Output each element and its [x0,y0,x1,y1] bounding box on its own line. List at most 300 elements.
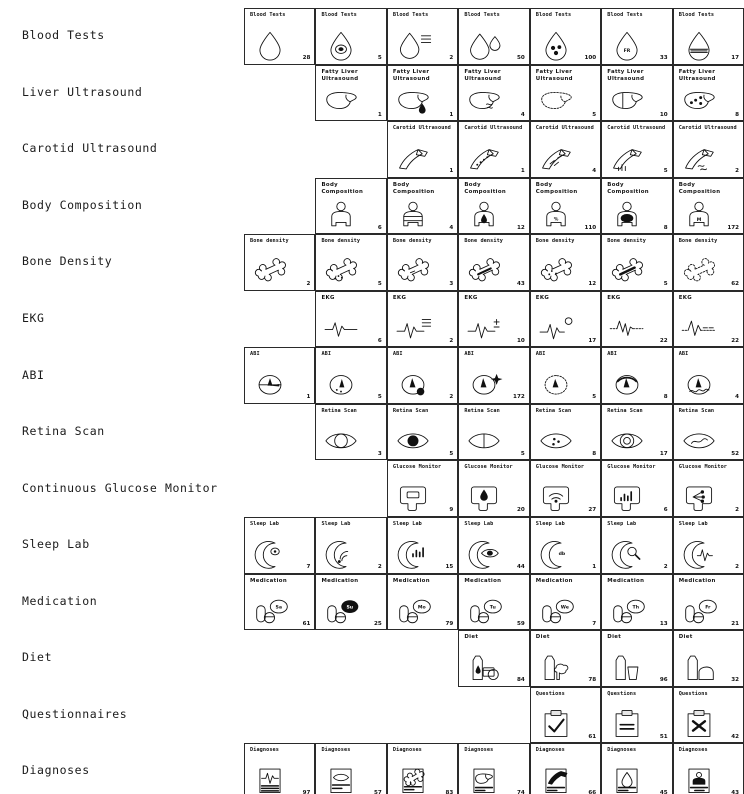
carotid-dashes-icon [535,141,577,175]
icon-cell-count: 3 [377,450,382,457]
icon-cell-count: 5 [377,281,382,288]
icon-cell-title: ABI [464,351,475,358]
bone-thick-icon [463,254,505,288]
icon-cell-count: 8 [592,450,597,457]
eye-plain-icon [320,423,362,457]
icon-cell-title: ABI [535,351,546,358]
icon-cell-count: 5 [663,281,668,288]
icon-cell-count: 97 [302,790,311,794]
icon-cell-count: 10 [659,111,668,118]
abi-wave-icon [678,367,720,401]
icon-cell-count: 27 [588,507,597,514]
icon-cell-title: Blood Tests [392,12,429,18]
icon-cell-title: Diet [464,634,479,641]
clipboard-check-icon [535,706,577,740]
liver-waves-icon [463,84,505,118]
moon-eye-icon [463,537,505,571]
icon-cell-count: 9 [449,507,454,514]
icon-cell-title: Questions [607,690,637,697]
icon-cell-count: 5 [663,168,668,175]
icon-cell-count: 1 [449,111,454,118]
icon-cell[interactable] [601,630,672,687]
icon-cell[interactable] [244,347,315,404]
icon-cell-count: 5 [592,394,597,401]
icon-cell[interactable] [244,8,315,65]
icon-cell-count: 8 [663,394,668,401]
icon-cell-count: 57 [374,790,382,794]
icon-cell-count: 17 [731,55,740,62]
icon-cell-count: 12 [588,281,597,288]
icon-cell-title: Bone density [464,238,504,245]
icon-cell-count: 84 [516,677,525,684]
icon-cell-title: Medication [392,577,430,584]
icon-cell[interactable] [601,687,672,744]
icon-cell[interactable] [458,460,529,517]
icon-cell[interactable] [315,347,386,404]
icon-cell[interactable] [458,574,529,631]
cgm-link-icon [678,480,720,514]
icon-cell-title: Retina Scan [392,407,429,414]
icon-cell[interactable] [244,234,315,291]
icon-cell[interactable] [315,743,386,794]
eye-specks-icon [535,423,577,457]
icon-cell[interactable] [387,517,458,574]
icon-cell-title: Body Composition [607,181,649,195]
eye-filled-icon [392,423,434,457]
icon-cell-title: Sleep Lab [250,520,280,527]
icon-cell-title: Glucose Monitor [392,464,442,471]
cgm-bars-icon [606,480,648,514]
icon-cell-count: 10 [516,337,525,344]
icon-cell-title: Diagnoses [464,747,494,754]
carotid-dotted-icon [463,141,505,175]
icon-cell[interactable] [530,404,601,461]
row-label-ekg: EKG [22,311,45,326]
bone-notch-icon [392,254,434,288]
icon-cell-count: 1 [377,111,382,118]
icon-cell[interactable] [315,234,386,291]
icon-cell-title: Diet [535,634,550,641]
icon-cell-title: Bone density [607,238,646,245]
icon-cell-title: Body Composition [678,181,721,195]
icon-cell-title: Bone density [392,238,432,245]
abi-bar-icon [249,367,291,401]
icon-cell-title: Glucose Monitor [535,464,585,471]
icon-cell-count: 4 [520,111,525,118]
icon-cell[interactable] [530,460,601,517]
icon-cell-title: Fatty Liver Ultrasound [678,68,716,82]
icon-cell-title: EKG [535,294,550,301]
icon-cell-title: Diagnoses [321,747,351,754]
icon-cell[interactable] [601,743,672,794]
icon-cell-count: 1 [449,168,454,175]
icon-cell[interactable] [673,743,744,794]
row-label-retina-scan: Retina Scan [22,424,105,439]
clipboard-x-icon [678,706,720,740]
icon-cell-count: 59 [516,620,525,627]
icon-cell[interactable] [601,347,672,404]
icon-cell-title: EKG [607,294,621,301]
icon-cell[interactable] [601,65,672,122]
icon-cell-title: Fatty Liver Ultrasound [464,68,502,82]
icon-cell[interactable] [601,8,672,65]
bone-plain-icon [249,254,291,288]
pills-we-icon [535,593,581,627]
icon-cell-count: 33 [659,55,668,62]
icon-cell-count: 5 [592,111,597,118]
icon-cell[interactable] [458,743,529,794]
icon-cell-count: 6 [377,337,382,344]
icon-cell-title: Diagnoses [607,747,637,754]
icon-cell-title: Medication [607,577,645,584]
icon-cell[interactable] [387,8,458,65]
icon-cell[interactable] [458,65,529,122]
liver-drop-icon [392,84,434,118]
icon-cell-count: 32 [731,677,740,684]
icon-cell-title: Sleep Lab [678,520,708,527]
doc-liver-icon [463,763,505,794]
ekg-dashed2-icon [678,310,720,344]
icon-cell-title: EKG [678,294,693,301]
icon-cell-title: ABI [678,351,689,358]
icon-cell-title: Fatty Liver Ultrasound [392,68,430,82]
icon-cell-count: 62 [731,281,740,288]
icon-cell-title: Sleep Lab [607,520,637,527]
icon-cell-title: Diagnoses [250,747,280,754]
icon-cell-title: Diet [678,634,693,641]
svg-text:Th: Th [632,605,640,611]
icon-cell-count: 52 [731,450,740,457]
icon-cell[interactable] [601,574,672,631]
icon-cell[interactable] [673,404,744,461]
icon-cell-title: Retina Scan [321,407,357,414]
icon-cell[interactable] [458,234,529,291]
carotid-plain-icon [392,141,434,175]
icon-cell[interactable] [315,8,386,65]
icon-cell-title: Blood Tests [607,12,643,18]
icon-cell-count: 51 [659,733,668,740]
icon-cell-count: 2 [449,394,454,401]
icon-cell[interactable] [458,347,529,404]
icon-cell[interactable] [387,347,458,404]
icon-cell[interactable] [387,460,458,517]
bone-dashed-icon [678,254,720,288]
eye-rings-icon [606,423,648,457]
icon-cell-count: 6 [663,507,668,514]
icon-cell[interactable] [673,460,744,517]
icon-cell-title: Glucose Monitor [607,464,656,471]
body-m-icon [678,197,720,231]
icon-cell-count: 100 [584,55,597,62]
icon-cell-count: 1 [306,394,311,401]
icon-cell[interactable] [530,291,601,348]
icon-cell[interactable] [315,65,386,122]
clipboard-lines-icon [606,706,648,740]
icon-cell-count: 5 [520,450,525,457]
icon-cell[interactable] [673,65,744,122]
blood-drop-double-icon [463,28,505,62]
icon-cell-title: Blood Tests [535,12,572,18]
icon-cell-count: 22 [659,337,668,344]
icon-cell-count: 7 [592,620,597,627]
icon-cell[interactable] [244,517,315,574]
icon-cell-title: Blood Tests [250,12,286,18]
ekg-circle-icon [535,310,577,344]
svg-text:%: % [553,217,559,223]
icon-cell-count: 44 [516,564,525,571]
pills-fr-icon [678,593,724,627]
icon-cell-count: 28 [302,55,311,62]
icon-cell-title: Bone density [321,238,361,245]
liver-dashed-icon [535,84,577,118]
cgm-drop-icon [463,480,505,514]
icon-cell-title: ABI [607,351,617,358]
icon-cell[interactable] [673,234,744,291]
icon-cell[interactable] [530,121,601,178]
carotid-waves-icon [678,141,720,175]
row-label-diet: Diet [22,650,53,665]
icon-cell[interactable] [387,404,458,461]
icon-cell-count: 8 [663,224,668,231]
icon-cell-title: EKG [321,294,335,301]
icon-cell-count: 2 [449,337,454,344]
icon-cell-count: 45 [659,790,668,794]
blood-drop-plain-icon [249,28,291,62]
blood-drop-dots-icon [535,28,577,62]
icon-cell[interactable] [601,291,672,348]
pills-sa-icon [249,593,295,627]
svg-text:Sa: Sa [275,605,283,611]
icon-cell-count: 172 [727,224,740,231]
svg-text:Mo: Mo [417,605,426,611]
icon-cell[interactable] [601,404,672,461]
icon-cell[interactable] [601,460,672,517]
icon-cell[interactable] [530,8,601,65]
icon-cell-title: Retina Scan [464,407,500,414]
blood-drop-lines-icon [392,28,434,62]
icon-cell-title: Sleep Lab [321,520,351,527]
icon-cell-title: Retina Scan [535,407,572,414]
bone-dots-icon [535,254,577,288]
icon-cell-title: Body Composition [321,181,364,195]
icon-cell-title: Diagnoses [678,747,708,754]
pills-su-filled-icon [320,593,366,627]
icon-cell[interactable] [315,178,386,235]
abi-specks-icon [320,367,362,401]
row-label-abi: ABI [22,367,45,382]
icon-cell-title: Diet [607,634,622,641]
icon-cell[interactable] [387,65,458,122]
icon-cell[interactable] [673,291,744,348]
icon-cell[interactable] [673,517,744,574]
icon-cell-count: 4 [735,394,740,401]
icon-cell[interactable] [387,121,458,178]
row-label-questionnaires: Questionnaires [22,706,128,721]
row-label-medication: Medication [22,593,98,608]
icon-cell-count: 74 [516,790,525,794]
pills-tu-icon [463,593,509,627]
icon-cell-title: EKG [392,294,407,301]
icon-cell-title: Medication [535,577,573,584]
icon-cell[interactable] [601,178,672,235]
icon-cell-title: Bone density [678,238,718,245]
ekg-plain-icon [320,310,362,344]
row-label-liver-ultrasound: Liver Ultrasound [22,84,143,99]
icon-cell-count: 2 [735,168,740,175]
blood-drop-cell-icon [320,28,362,62]
ekg-dashed-icon [606,310,648,344]
doc-body-icon [678,763,720,794]
icon-cell-title: Medication [464,577,502,584]
svg-text:FR: FR [623,48,631,54]
icon-cell-count: 22 [731,337,740,344]
abi-arc-icon [606,367,648,401]
icon-cell-count: 3 [449,281,454,288]
moon-bars-icon [392,537,434,571]
icon-cell[interactable] [244,574,315,631]
abi-spark-icon [463,367,505,401]
icon-cell[interactable] [315,574,386,631]
svg-text:We: We [560,605,569,611]
icon-cell-title: EKG [464,294,478,301]
icon-cell[interactable] [458,178,529,235]
icon-cell[interactable] [530,347,601,404]
icon-cell[interactable] [387,291,458,348]
icon-cell-title: Questions [678,690,708,697]
doc-bone-icon [392,763,434,794]
icon-cell-count: 1 [520,168,525,175]
icon-cell[interactable] [673,8,744,65]
icon-cell[interactable] [601,234,672,291]
svg-text:Fr: Fr [704,605,711,611]
row-label-continuous-glucose-monitor: Continuous Glucose Monitor [22,480,218,495]
row-label-body-composition: Body Composition [22,197,143,212]
icon-cell-count: 5 [449,450,454,457]
icon-cell-title: Medication [678,577,716,584]
icon-cell-count: 20 [516,507,525,514]
icon-cell[interactable] [458,517,529,574]
icon-cell-title: Carotid Ultrasound [607,125,666,132]
icon-cell[interactable] [387,234,458,291]
icon-cell-count: 2 [377,564,382,571]
abi-dotted-icon [535,367,577,401]
icon-cell[interactable] [673,630,744,687]
row-label-blood-tests: Blood Tests [22,28,105,43]
icon-cell-count: 96 [659,677,668,684]
icon-cell[interactable] [387,743,458,794]
diet-bread-icon [678,650,720,684]
icon-cell-count: 5 [377,55,382,62]
icon-cell[interactable] [673,347,744,404]
icon-cell[interactable] [530,687,601,744]
moon-wave-icon [678,537,720,571]
icon-cell-count: 4 [449,224,454,231]
icon-cell[interactable] [530,743,601,794]
icon-cell-count: 43 [516,281,525,288]
icon-cell[interactable] [673,574,744,631]
icon-cell-count: 2 [663,564,668,571]
icon-cell[interactable] [530,234,601,291]
icon-cell[interactable] [530,517,601,574]
icon-cell-count: 50 [516,55,525,62]
icon-cell-title: Fatty Liver Ultrasound [607,68,645,82]
icon-cell[interactable] [458,121,529,178]
doc-carotid-icon [535,763,577,794]
icon-cell[interactable] [458,630,529,687]
row-label-bone-density: Bone Density [22,254,113,269]
icon-cell-title: Glucose Monitor [678,464,728,471]
liver-plain-icon [320,84,362,118]
icon-cell[interactable] [244,743,315,794]
icon-cell-title: Diagnoses [392,747,422,754]
body-drop-icon [463,197,505,231]
icon-cell-title: Glucose Monitor [464,464,513,471]
icon-cell-title: Diagnoses [535,747,565,754]
row-label-sleep-lab: Sleep Lab [22,537,90,552]
icon-cell-title: Body Composition [464,181,507,195]
bone-specks-icon [320,254,362,288]
icon-cell-title: ABI [321,351,332,358]
icon-cell[interactable] [530,178,601,235]
svg-text:Su: Su [346,605,354,611]
icon-cell[interactable] [673,178,744,235]
icon-cell-count: 43 [731,790,740,794]
moon-search-icon [606,537,648,571]
icon-cell-title: Medication [321,577,359,584]
icon-cell-title: Fatty Liver Ultrasound [535,68,573,82]
icon-cell[interactable] [387,574,458,631]
icon-grid [244,8,744,794]
icon-cell-title: Questions [535,690,565,697]
icon-cell[interactable] [315,291,386,348]
icon-cell[interactable] [530,630,601,687]
blood-drop-fr-icon [606,28,648,62]
icon-cell[interactable] [530,574,601,631]
icon-cell[interactable] [673,687,744,744]
row-label-diagnoses: Diagnoses [22,763,90,778]
icon-cell[interactable] [601,517,672,574]
icon-cell-count: 79 [445,620,454,627]
icon-cell[interactable] [673,121,744,178]
icon-cell[interactable] [387,178,458,235]
cgm-wifi-icon [535,480,577,514]
body-plain-icon [320,197,362,231]
icon-cell[interactable] [458,8,529,65]
icon-cell[interactable] [458,404,529,461]
icon-cell[interactable] [315,517,386,574]
icon-cell[interactable] [601,121,672,178]
doc-ekg-icon [249,763,291,794]
icon-cell-title: Bone density [250,238,289,245]
moon-signal-icon [320,537,362,571]
moon-db-icon [535,537,577,571]
ekg-lines-icon [392,310,434,344]
icon-cell[interactable] [530,65,601,122]
icon-cell-title: Carotid Ultrasound [392,125,451,132]
doc-drop-icon [606,763,648,794]
icon-cell-count: 2 [306,281,311,288]
body-filled-icon [606,197,648,231]
icon-cell-title: Carotid Ultrasound [535,125,594,132]
eye-squiggle-icon [678,423,720,457]
icon-cell[interactable] [458,291,529,348]
icon-cell-count: 17 [588,337,597,344]
cgm-plain-icon [392,480,434,514]
icon-cell[interactable] [315,404,386,461]
svg-text:db: db [558,551,565,557]
icon-cell-title: Blood Tests [321,12,357,18]
icon-cell-count: 25 [374,620,382,627]
